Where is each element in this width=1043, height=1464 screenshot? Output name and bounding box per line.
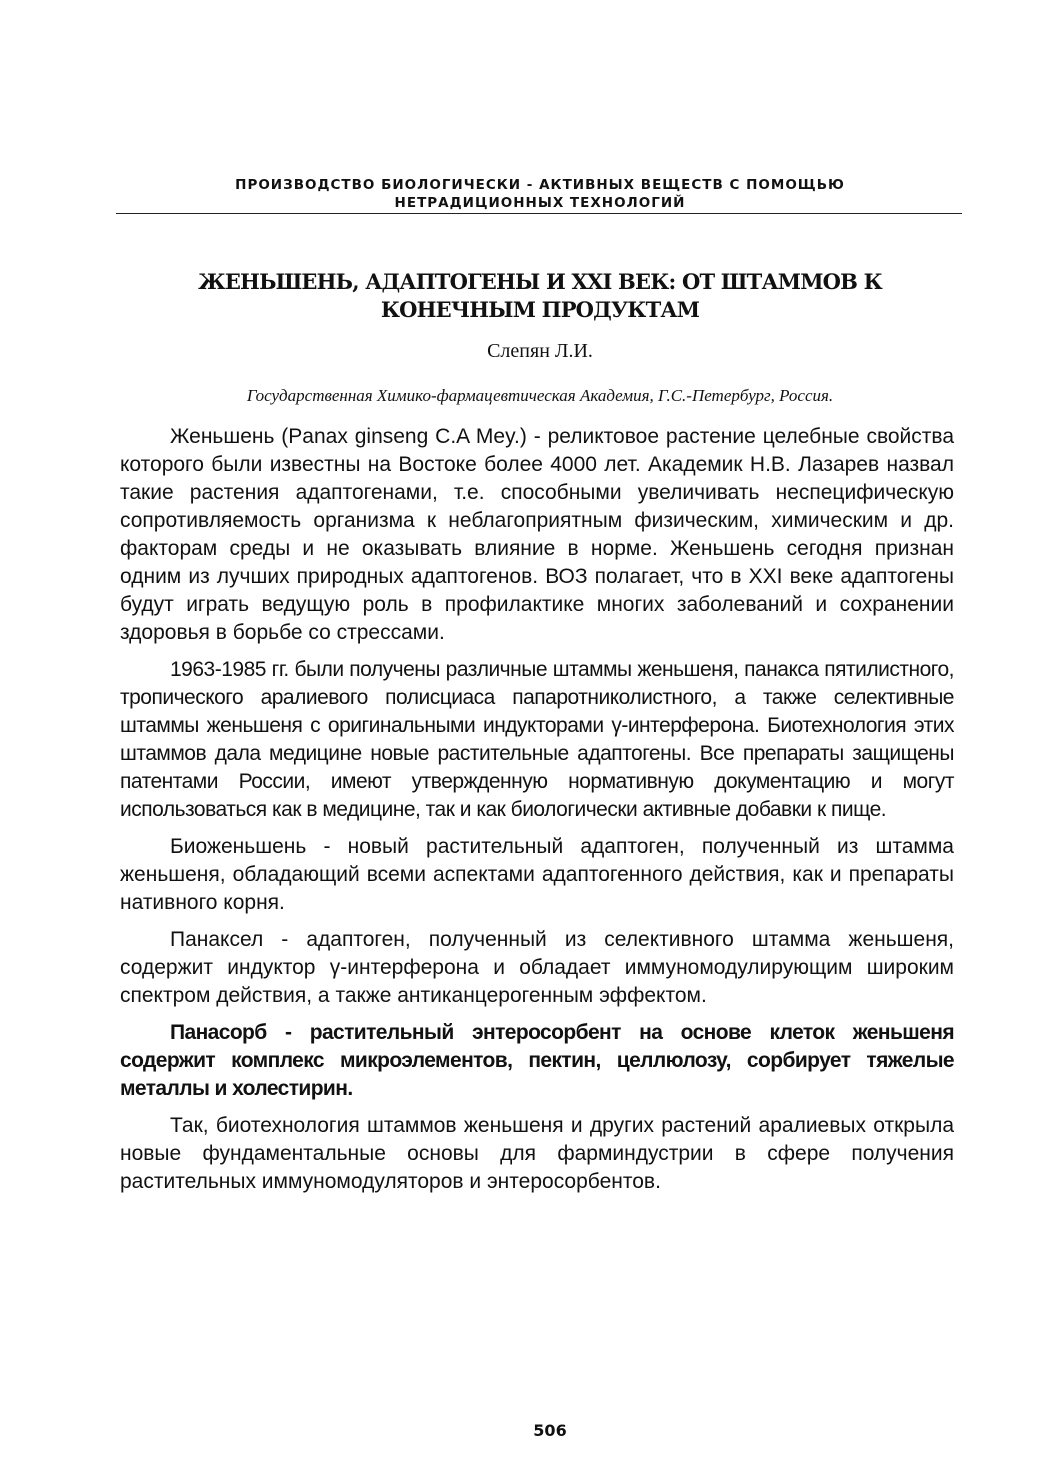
section-header-line-2: НЕТРАДИЦИОННЫХ ТЕХНОЛОГИЙ xyxy=(394,195,686,211)
article-title-line-2: КОНЕЧНЫМ ПРОДУКТАМ xyxy=(380,297,700,322)
article-title-line-1: ЖЕНЬШЕНЬ, АДАПТОГЕНЫ И XXI ВЕК: ОТ ШТАММОВ К xyxy=(198,269,882,294)
article-body xyxy=(120,423,954,1205)
article-author: Слепян Л.И. xyxy=(487,340,593,362)
paragraph-strains: 1963-1985 гг. были получены различные штаммы женьшеня, панакса пятилистного, тропического аралиевого полисциаса папаротниколистного, а также селективные штаммы женьшеня с оригинальными индукторами γ-интерферона. Биотехнология этих штаммов дала медицине новые растительные адаптогены. Все препараты защищены патентами России, имеют утвержденную нормативную документацию и могут использоваться как в медицине, так и как биологически активные добавки к пище. xyxy=(120,658,954,821)
page-number: 506 xyxy=(533,1421,567,1440)
paragraph-conclusion: Так, биотехнология штаммов женьшеня и других растений аралиевых открыла новые фундаментальные основы для фарминдустрии в сфере получения растительных иммуномодуляторов и энтеросорбентов. xyxy=(120,1114,954,1193)
paragraph-panaksel: Панаксел - адаптоген, полученный из селективного штамма женьшеня, содержит индуктор γ-интерферона и обладает иммуномодулирующим широким спектром действия, а также антиканцерогенным эффектом. xyxy=(120,928,954,1007)
author-affiliation: Государственная Химико-фармацевтическая Академия, Г.С.-Петербург, Россия. xyxy=(246,386,834,405)
article-title xyxy=(120,268,960,324)
paragraph-panasorb: Панасорб - растительный энтеросорбент на основе клеток женьшеня содержит комплекс микроэлементов, пектин, целлюлозу, сорбирует тяжелые металлы и холестирин. xyxy=(120,1021,954,1100)
paragraph-intro: Женьшень (Panax ginseng C.A Mey.) - реликтовое растение целебные свойства которого были известны на Востоке более 4000 лет. Академик Н.В. Лазарев назвал такие растения адаптогенами, т.е. способными увеличивать неспецифическую сопротивляемость организма к неблагоприятным физическим, химическим и др. факторам среды и не оказывать влияние в норме. Женьшень сегодня признан одним из лучших природных адаптогенов. ВОЗ полагает, что в XXI веке адаптогены будут играть ведущую роль в профилактике многих заболеваний и сохранении здоровья в борьбе со стрессами. xyxy=(120,425,954,644)
section-header xyxy=(120,176,960,212)
paragraph-bioginseng: Биоженьшень - новый растительный адаптоген, полученный из штамма женьшеня, обладающий всеми аспектами адаптогенного действия, как и препараты нативного корня. xyxy=(120,835,954,914)
header-divider xyxy=(116,213,962,214)
section-header-line-1: ПРОИЗВОДСТВО БИОЛОГИЧЕСКИ - АКТИВНЫХ ВЕЩЕСТВ С ПОМОЩЬЮ xyxy=(235,177,845,193)
